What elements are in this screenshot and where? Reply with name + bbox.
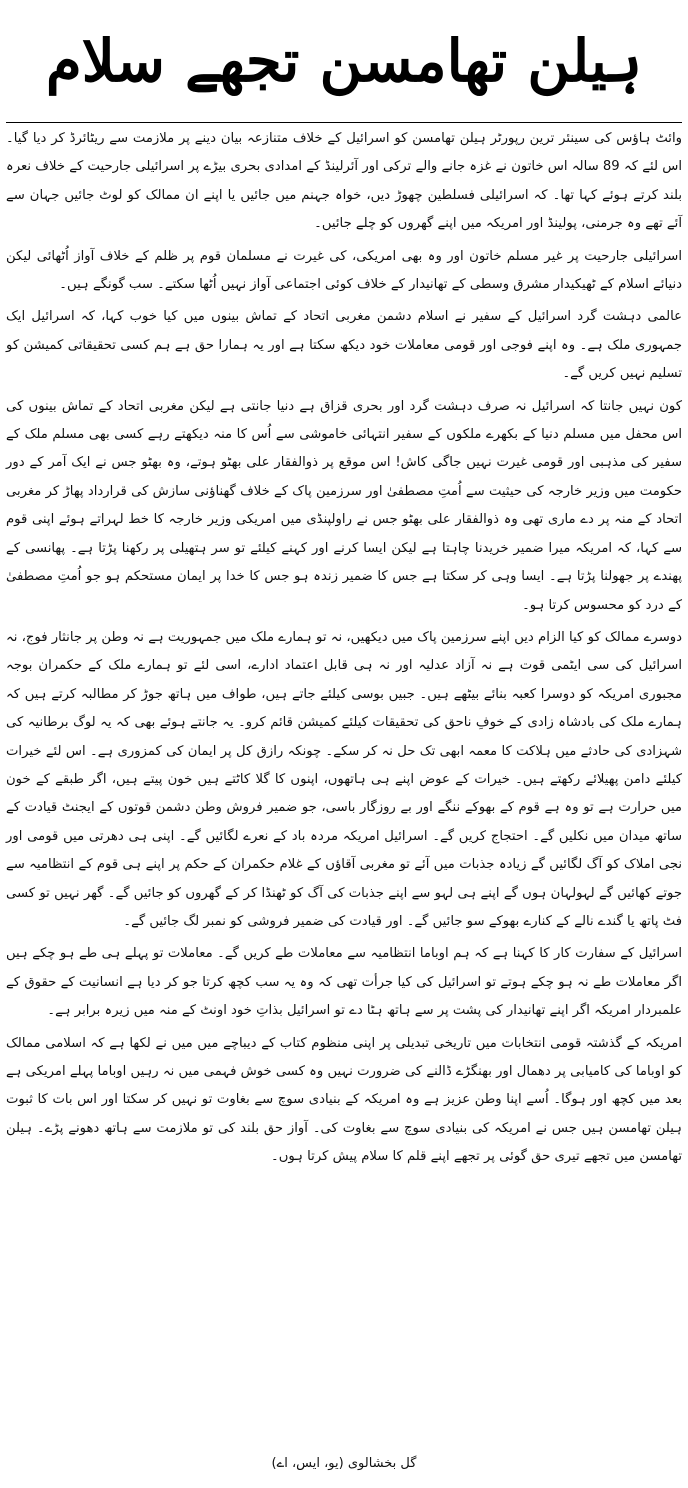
article-paragraph: اسرائیلی جارحیت پر غیر مسلم خاتون اور وہ بھی امریکی، کی غیرت نے مسلمان قوم پر ظلم کے خلاف آواز اُٹھائی لیکن دنیائے اسلام کے ٹھیکیدار مشرق وسطی کے تھانیدار کے خلاف کوئی اجتماعی آواز نہیں اُٹھا سکتے۔ سب گونگے ہیں۔ [6,248,682,293]
article-paragraph: امریکہ کے گذشتہ قومی انتخابات میں تاریخی تبدیلی پر اپنی منظوم کتاب کے دیباچے میں میں نے لکھا ہے کہ اسلامی ممالک کو اوباما کی کامیابی پر دھمال اور بھنگڑے ڈالنے کی ضرورت نہیں وہ کسی خوش فہمی میں نہ رہیں اوباما پہلے امریکی ہے بعد میں کچھ اور ہوگا۔ اُسے اپنا وطن عزیز ہے وہ امریکہ کے بنیادی سوچ سے بغاوت تو نہیں کر سکتا اور اس بات کا ثبوت ہیلن تھامسن ہیں جس نے امریکہ کی بنیادی سوچ سے بغاوت کی۔ آواز حق بلند کی تو ملازمت سے ہاتھ دھونے پڑے۔ ہیلن تھامسن میں تجھے تیری حق گوئی پر تجھے اپنے قلم کا سلام پیش کرتا ہوں۔ [6,1035,682,1165]
article-paragraph: اسرائیل کے سفارت کار کا کہنا ہے کہ ہم اوباما انتظامیہ سے معاملات طے کریں گے۔ معاملات تو پہلے ہی طے ہو چکے ہیں اگر معاملات طے نہ ہو چکے ہوتے تو اسرائیل کی کیا جرأت تھی کہ وہ یہ سب کچھ کرتا جو کر دیا ہے انسانیت کے حقوق کے علمبردار امریکہ اگر اپنے تھانیدار کی پشت پر سے ہاتھ ہٹا دے تو اسرائیل بذاتِ خود اونٹ کے منہ میں زیرہ برابر ہے۔ [6,946,682,1019]
article-headline: ہیلن تھامسن تجھے سلام [45,27,643,95]
article-paragraph: دوسرے ممالک کو کیا الزام دیں اپنے سرزمین پاک میں دیکھیں، نہ تو ہمارے ملک میں جمہوریت ہے نہ وطن پر جانثار فوج، نہ اسرائیل کی سی ایٹمی قوت ہے نہ آزاد عدلیہ اور نہ ہی قابل اعتماد ادارے، اسی لئے تو ہمارے ملک کے حکمران بوجہ مجبوری امریکہ کو دوسرا کعبہ بنائے بیٹھے ہیں۔ جبیں بوسی کیلئے جاتے ہیں، طواف میں ہاتھ جوڑ کر مطالبہ کرتے ہیں کہ ہمارے ملک کی بادشاہ زادی کے خوفِ ناحق کی تحقیقات کیلئے کمیشن قائم کرو۔ یہ جانتے ہوئے بھی کہ یہ لوگ برطانیہ کی شہزادی کی حادثے میں ہلاکت کا معمہ ابھی تک حل نہ کر سکے۔ چونکہ رازق کل پر ایمان کی کمزوری ہے۔ اس لئے خیرات کیلئے دامن پھیلائے رکھتے ہیں۔ خیرات کے عوض اپنے ہی ہاتھوں، اپنوں کا گلا کاٹتے ہیں خون پیتے ہیں، اگر طبقے کے خون میں حرارت ہے تو وہ ہے قوم کے بھوکے ننگے اور بے روزگار باسی، جو ضمیر فروش وطن دشمن قوتوں کے ایجنٹ قیادت کے ساتھ میدان میں نکلیں گے۔ احتجاج کریں گے۔ اسرائیل امریکہ مردہ باد کے نعرے لگائیں گے۔ اپنی ہی دھرتی میں قومی اور نجی املاک کو آگ لگائیں گے زیادہ جذبات میں آئے تو مغربی آقاؤں کے غلام حکمران کے حکم پر اپنے ہی قوم کے انتظامیہ سے جوتے کھائیں گے لہولہان ہوں گے اپنے ہی لہو سے اپنے جذبات کی آگ کو ٹھنڈا کر کے گھروں کو جائیں گے۔ گھر نہیں تو کسی فٹ پاتھ یا گندے نالے کے کنارے بھوکے سو جائیں گے۔ اور قیادت کی ضمیر فروشی کو نمبر لگ جائیں گے۔ [6,629,682,929]
headline-divider [6,122,682,123]
article-paragraph: کون نہیں جانتا کہ اسرائیل نہ صرف دہشت گرد اور بحری قزاق ہے دنیا جانتی ہے لیکن مغربی اتحاد کے تماش بینوں کی اس محفل میں مسلم دنیا کے بکھرے ملکوں کے سفیر انتہائی خاموشی سے اُس کا منہ دیکھتے رہے کسی بھی مسلم ملک کے سفیر کی مذہبی اور قومی غیرت نہیں جاگی کاش! اس موقع پر ذوالفقار علی بھٹو ہوتے، وہ بھٹو جس نے ایک آمر کے دور حکومت میں وزیر خارجہ کی حیثیت سے اُمتِ مصطفیٰ اور سرزمین پاک کے خلاف گھناؤنی سازش کی قرارداد پھاڑ کر مغربی اتحاد کے منہ پر دے ماری تھی وہ ذوالفقار علی بھٹو جس نے راولپنڈی میں امریکی وزیر خارجہ کا خط لہراتے ہوئے اپنی قوم سے کہا، کہ امریکہ میرا ضمیر خریدنا چاہتا ہے لیکن ایسا کرنے اور کہنے کیلئے تو سر ہتھیلی پر رکھنا پڑتا ہے۔ پھانسی کے پھندے پر جھولنا پڑتا ہے۔ ایسا وہی کر سکتا ہے جس کا ضمیر زندہ ہو جس کا خدا پر ایمان مستحکم ہو جو اُمتِ مصطفیٰ کے درد کو محسوس کرتا ہو۔ [6,398,682,613]
author-byline: گل بخشالوی (یو، ایس، اے) [271,1456,417,1471]
article-body [6,125,682,1172]
article-paragraph: عالمی دہشت گرد اسرائیل کے سفیر نے اسلام دشمن مغربی اتحاد کے تماش بینوں میں کیا خوب کہا، کہ اسرائیل ایک جمہوری ملک ہے۔ وہ اپنے فوجی اور قومی معاملات خود دیکھ سکتا ہے اور یہ ہمارا حق ہے ہم کسی تحقیقاتی کمیشن کو تسلیم نہیں کریں گے۔ [6,309,682,382]
article-paragraph: وائٹ ہاؤس کی سینئر ترین رپورٹر ہیلن تھامسن کو اسرائیل کے خلاف متنازعہ بیان دینے پر ملازمت سے ریٹائرڈ کر دیا گیا۔ اس لئے کہ 89 سالہ اس خاتون نے غزہ جانے والے ترکی اور آئرلینڈ کے امدادی بحری بیڑے پر اسرائیلی جارحیت کے خلاف نعرہ بلند کرتے ہوئے کہا تھا۔ کہ اسرائیلی فسلطین چھوڑ دیں، خواہ جہنم میں جائیں یا اپنے ان ممالک کو لوٹ جائیں جہان سے آئے تھے وہ جرمنی، پولینڈ اور امریکہ میں اپنے گھروں کو چلے جائیں۔ [6,131,682,232]
